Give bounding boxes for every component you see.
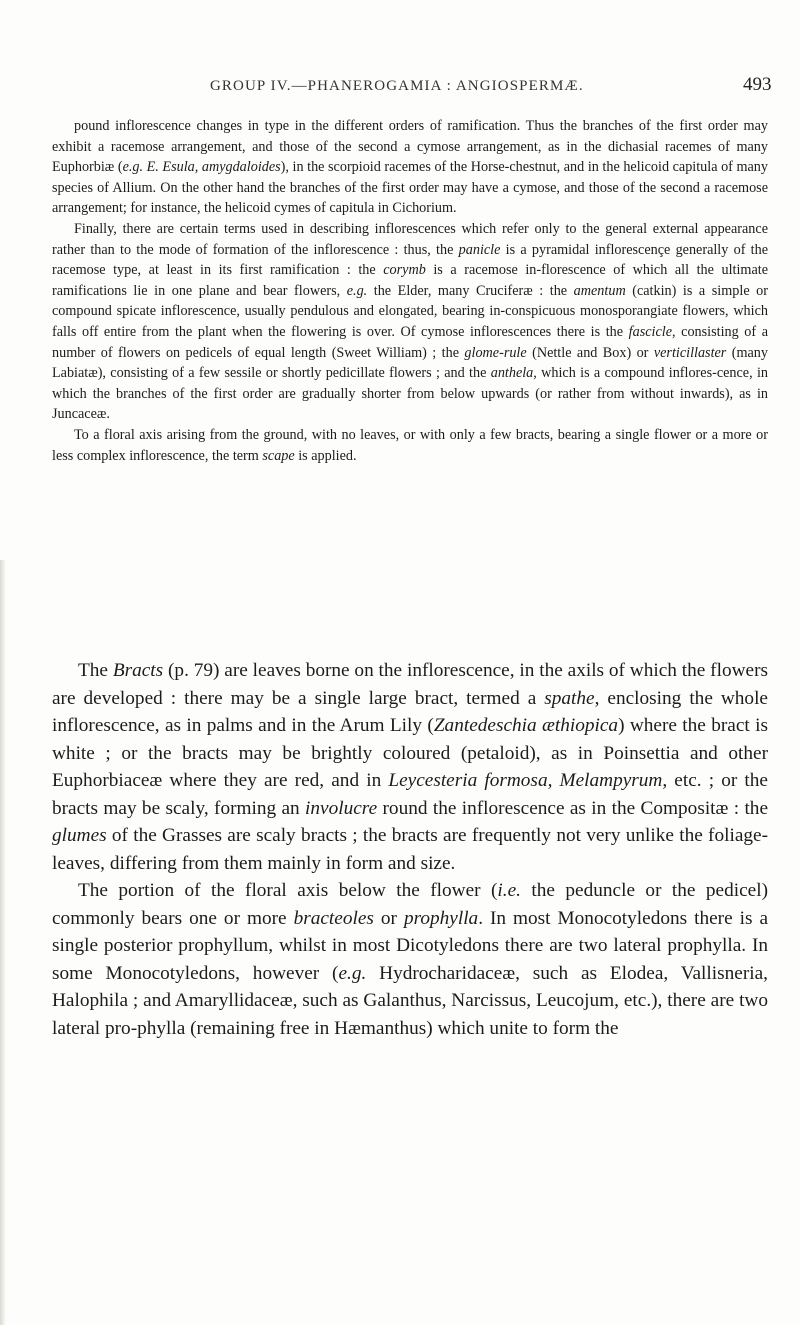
italic-text-run: anthela xyxy=(490,365,534,382)
italic-text-run: panicle xyxy=(458,241,501,258)
page-header xyxy=(0,72,800,102)
italic-text-run: involucre xyxy=(305,797,378,819)
italic-text-run: Leycesteria formosa, Melampyrum, xyxy=(388,770,668,791)
text-run: (catkin) is a simple or compound spicate inflorescence, usually pendulous and elongated, bearing in-conspicuous monosporangiate flowers, which falls off entire from the plant when the flowering is over. Of cymose inflorescences there is the xyxy=(52,282,768,340)
italic-text-run: Zantedeschia æthiopica xyxy=(433,715,619,736)
page-edge-shadow xyxy=(0,560,6,1325)
italic-text-run: corymb xyxy=(383,262,426,279)
text-run: is a racemose in-florescence of which all the ultimate ramifications lie in one plane and bear flowers, xyxy=(52,262,768,299)
italic-text-run: prophylla xyxy=(403,907,479,929)
text-run: The portion of the floral axis below the flower ( xyxy=(78,880,498,901)
italic-text-run: spathe xyxy=(544,687,595,709)
paragraph-bracteoles xyxy=(52,877,768,1042)
main-text-section xyxy=(52,657,768,1042)
italic-text-run: e.g. E. Esula, amygdaloides xyxy=(122,159,281,176)
text-run: Hydrocharidaceæ, such as Elodea, Vallisneria, Halophila ; and Amaryllidaceæ, such as Galanthus, Narcissus, Leucojum, etc.), there are two lateral pro-phylla (remaining free in Hæmanthus) which unite to form the xyxy=(52,962,768,1039)
text-run: round the inflorescence as in the Compositæ : the xyxy=(377,797,769,819)
italic-text-run: bracteoles xyxy=(293,907,374,929)
italic-text-run: scape xyxy=(262,447,295,464)
paragraph-scape xyxy=(52,425,768,466)
text-run: , which is a compound inflores-cence, in which the branches of the first order are gradually shorter from below upwards (or rather from without inwards), as in Juncaceæ. xyxy=(52,365,768,423)
text-run: or xyxy=(373,907,404,929)
italic-text-run: i.e. xyxy=(497,880,521,901)
text-run: is applied. xyxy=(294,447,357,464)
italic-text-run: Bracts xyxy=(112,660,164,681)
text-run: ), in the scorpioid racemes of the Horse-chestnut, and in the helicoid capitula of many species of Allium. On the other hand the branches of the first order may have a cymose, and those of the second a racemose arrangement; for instance, the helicoid cymes of capitula in Cichorium. xyxy=(52,159,768,217)
text-run: pound inflorescence changes in type in the different orders of ramification. Thus the branches of the first order may exhibit a racemose arrangement, and those of the second a cymose arrangement, as in the dichasial racemes of many Euphorbiæ ( xyxy=(52,118,768,176)
text-run: To a floral axis arising from the ground, with no leaves, or with only a few bracts, bearing a single flower or a more or less complex inflorescence, the term xyxy=(52,426,768,464)
text-run: (many Labiatæ), consisting of a few sessile or shortly pedicillate flowers ; and the xyxy=(52,344,768,382)
text-run: of the Grasses are scaly bracts ; the bracts are frequently not very unlike the foliage-leaves, differing from them mainly in form and size. xyxy=(52,825,768,874)
italic-text-run: e.g. xyxy=(346,282,368,299)
paragraph-inflorescence-terms xyxy=(52,219,768,425)
text-run: . In most Monocotyledons there is a single posterior prophyllum, whilst in most Dicotyledons there are two lateral prophylla. In some Monocotyledons, however ( xyxy=(52,907,769,984)
italic-text-run: fascicle xyxy=(628,323,673,340)
text-run: , consisting of a number of flowers on pedicels of equal length (Sweet William) ; the xyxy=(52,323,769,361)
italic-text-run: amentum xyxy=(573,282,626,299)
text-run: is a pyramidal inflorescençe generally of the racemose type, at least in its first ramification : the xyxy=(52,241,768,279)
text-run: etc. ; or the bracts may be scaly, forming an xyxy=(52,770,768,819)
italic-text-run: e.g. xyxy=(338,962,367,984)
text-run: ) where the bract is white ; or the bracts may be brightly coloured (petaloid), as in Poinsettia and other Euphorbiaceæ where they are red, and in xyxy=(52,715,768,791)
page-number: 493 xyxy=(743,74,772,95)
italic-text-run: glumes xyxy=(52,825,107,846)
italic-text-run: verticillaster xyxy=(653,344,727,361)
paragraph-compound-inflorescence xyxy=(52,116,768,219)
text-run: (p. 79) are leaves borne on the inflorescence, in the axils of which the flowers are developed : there may be a single large bract, termed a xyxy=(52,660,768,709)
text-run: The xyxy=(78,660,113,681)
small-print-section xyxy=(52,116,768,466)
paragraph-bracts xyxy=(52,657,768,877)
text-run: Finally, there are certain terms used in describing inflorescences which refer only to the general external appearance rather than to the mode of formation of the inflorescence : thus, the xyxy=(52,220,768,258)
text-run: the peduncle or the pedicel) commonly bears one or more xyxy=(52,880,768,929)
text-run: the Elder, many Cruciferæ : the xyxy=(367,282,574,299)
text-run: , enclosing the whole inflorescence, as in palms and in the Arum Lily ( xyxy=(52,687,768,736)
running-head: GROUP IV.—PHANEROGAMIA : ANGIOSPERMÆ. xyxy=(210,78,584,94)
italic-text-run: glome-rule xyxy=(464,344,527,361)
text-run: (Nettle and Box) or xyxy=(526,344,654,361)
